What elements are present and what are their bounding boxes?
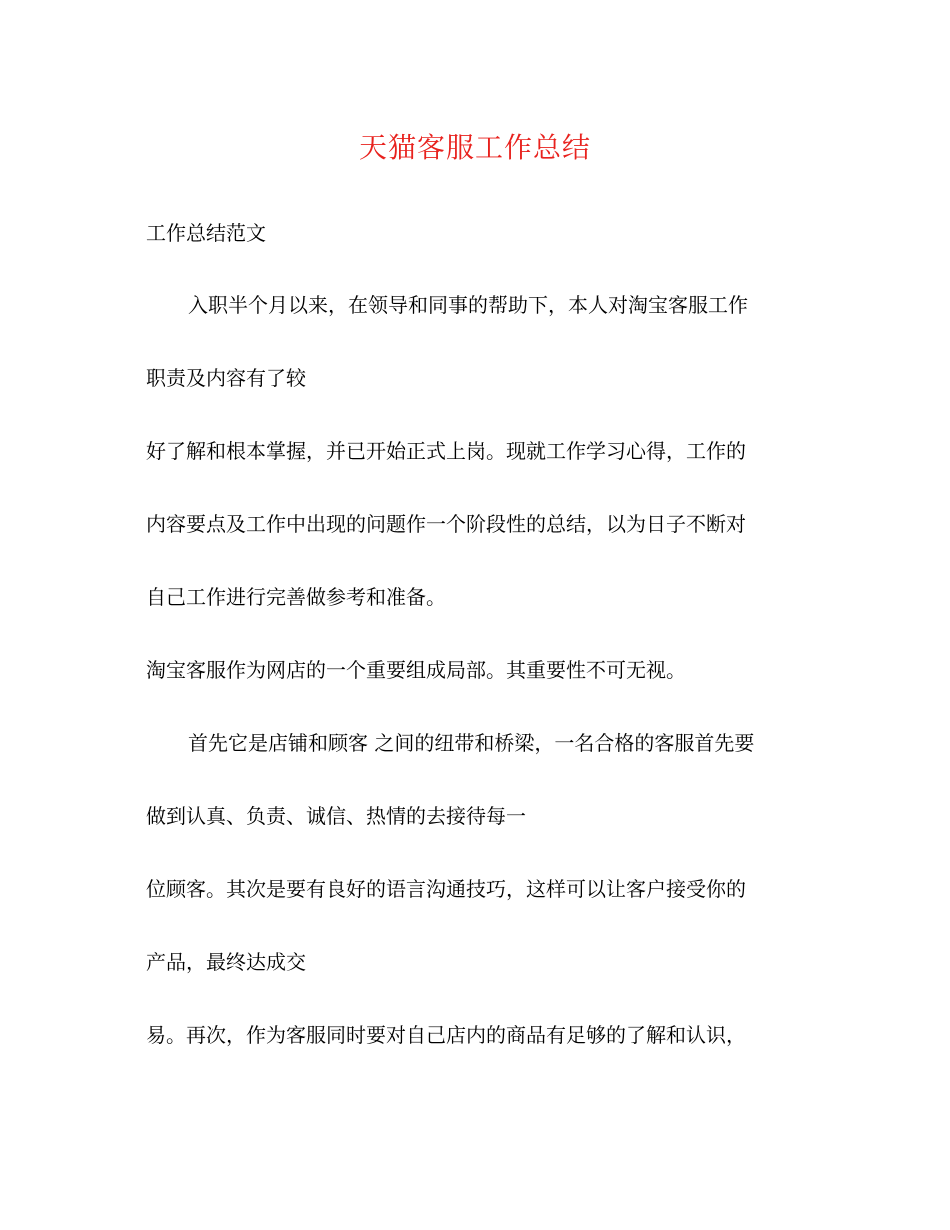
document-title: 天猫客服工作总结 [358,131,591,164]
document-subtitle: 工作总结范文 [146,221,266,245]
paragraph-line: 易。再次，作为客服同时要对自己店内的商品有足够的了解和认识， [146,1023,746,1047]
paragraph-line: 做到认真、负责、诚信、热情的去接待每一 [146,804,526,828]
paragraph-line: 产品，最终达成交 [146,950,306,974]
paragraph-line: 内容要点及工作中出现的问题作一个阶段性的总结，以为日子不断对 [146,512,746,536]
paragraph-line: 好了解和根本掌握，并已开始正式上岗。现就工作学习心得，工作的 [146,439,746,463]
paragraph-line: 自己工作进行完善做参考和准备。 [146,585,446,609]
paragraph-line: 职责及内容有了较 [146,366,306,390]
paragraph-line: 位顾客。其次是要有良好的语言沟通技巧，这样可以让客户接受你的 [146,877,746,901]
paragraph-line: 淘宝客服作为网店的一个重要组成局部。其重要性不可无视。 [146,658,686,682]
paragraph-line: 首先它是店铺和顾客 之间的纽带和桥梁，一名合格的客服首先要 [188,731,755,755]
paragraph-line: 入职半个月以来，在领导和同事的帮助下，本人对淘宝客服工作 [188,293,748,317]
